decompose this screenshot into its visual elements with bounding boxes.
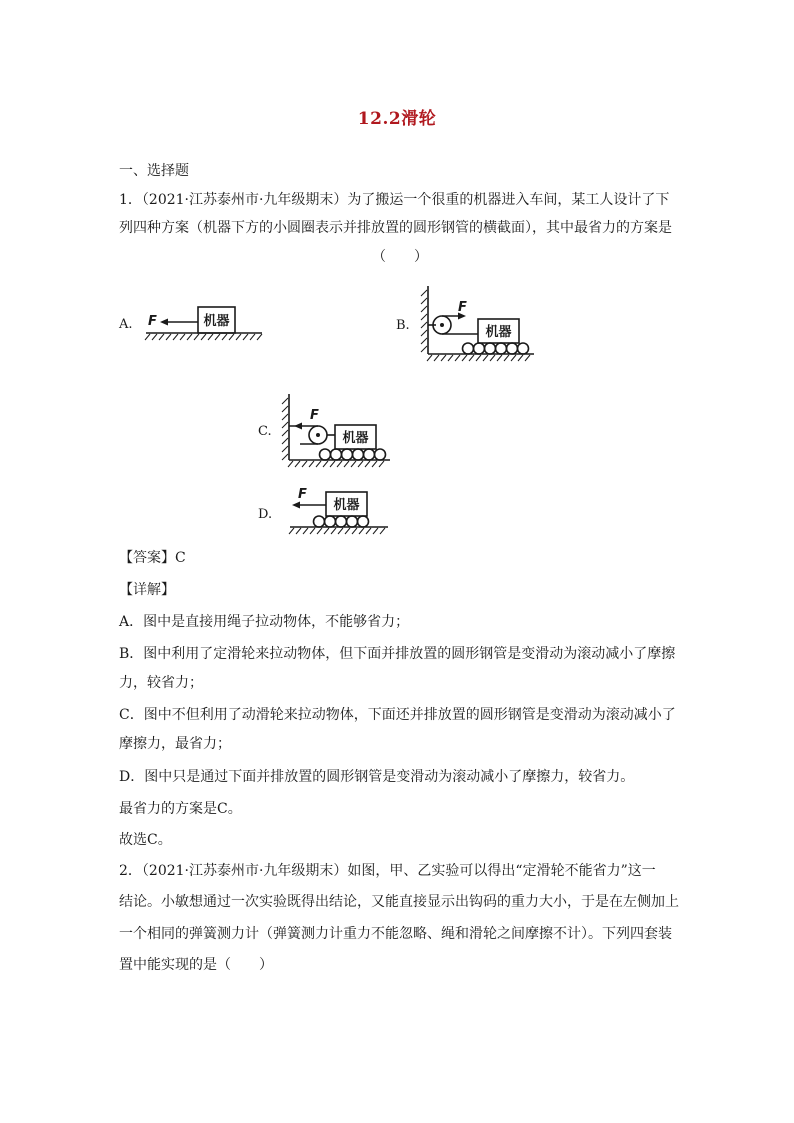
option-d-label: D. [258, 507, 273, 522]
force-label: F [298, 487, 307, 502]
detail-line: A．图中是直接用绳子拉动物体，不能够省力； [119, 614, 410, 630]
detail-line: 故选C。 [119, 832, 172, 848]
ground-hatch [427, 355, 530, 361]
q1-text-line-2: 列四种方案（机器下方的小圆圈表示并排放置的圆形钢管的横截面），其中最省力的方案是 [119, 220, 672, 236]
pulley-axle [316, 433, 320, 437]
ground-hatch [145, 334, 262, 340]
force-arrow-head [292, 502, 300, 509]
option-b-diagram [414, 282, 539, 367]
page-title: 12.2滑轮 [357, 109, 437, 129]
machine-label: 机器 [203, 314, 230, 329]
machine-label: 机器 [342, 431, 369, 446]
machine-label: 机器 [485, 325, 512, 340]
section-heading: 一、选择题 [119, 163, 189, 179]
force-arrow-head [160, 319, 168, 326]
option-a-label: A. [119, 317, 133, 332]
answer-line: 【答案】C [119, 550, 186, 566]
detail-line: B．图中利用了定滑轮来拉动物体，但下面并排放置的圆形钢管是变滑动为滚动减小了摩擦 [119, 646, 676, 662]
q2-text-line: 一个相同的弹簧测力计（弹簧测力计重力不能忽略、绳和滑轮之间摩擦不计）。下列四套装 [119, 926, 672, 942]
detail-line: 摩擦力，最省力； [119, 736, 231, 752]
detail-line: D．图中只是通过下面并排放置的圆形钢管是变滑动为滚动减小了摩擦力，较省力。 [119, 769, 635, 785]
force-label: F [148, 314, 157, 329]
wall-hatch [421, 290, 427, 352]
steel-pipes [314, 516, 369, 527]
q1-text-line-1: 1．（2021·江苏泰州市·九年级期末）为了搬运一个很重的机器进入车间，某工人设计了下 [119, 192, 670, 208]
ground-hatch [289, 528, 385, 534]
force-label: F [458, 300, 467, 315]
force-label: F [310, 408, 319, 423]
q2-text-line: 2．（2021·江苏泰州市·九年级期末）如图，甲、乙实验可以得出“定滑轮不能省力”这一 [119, 863, 656, 879]
option-b-label: B. [396, 318, 410, 333]
ground-hatch [288, 461, 384, 467]
wall-hatch [282, 398, 288, 460]
pulley-axle [440, 323, 444, 327]
detail-heading: 【详解】 [119, 582, 175, 598]
detail-line: 力，较省力； [119, 675, 203, 691]
option-c-diagram [276, 390, 396, 470]
option-d-diagram [284, 484, 394, 540]
q1-answer-bracket: （ ） [372, 249, 428, 265]
steel-pipes [320, 449, 386, 460]
option-c-label: C. [258, 424, 272, 439]
q2-text-line: 置中能实现的是（ ） [119, 957, 273, 973]
detail-line: C．图中不但利用了动滑轮来拉动物体，下面还并排放置的圆形钢管是变滑动为滚动减小了 [119, 707, 676, 723]
option-a-diagram [140, 300, 270, 350]
steel-pipes [463, 343, 529, 354]
machine-label: 机器 [333, 498, 360, 513]
q2-text-line: 结论。小敏想通过一次实验既得出结论，又能直接显示出钩码的重力大小，于是在左侧加上 [119, 894, 679, 910]
detail-line: 最省力的方案是C。 [119, 801, 242, 817]
force-arrow-head [294, 423, 302, 430]
